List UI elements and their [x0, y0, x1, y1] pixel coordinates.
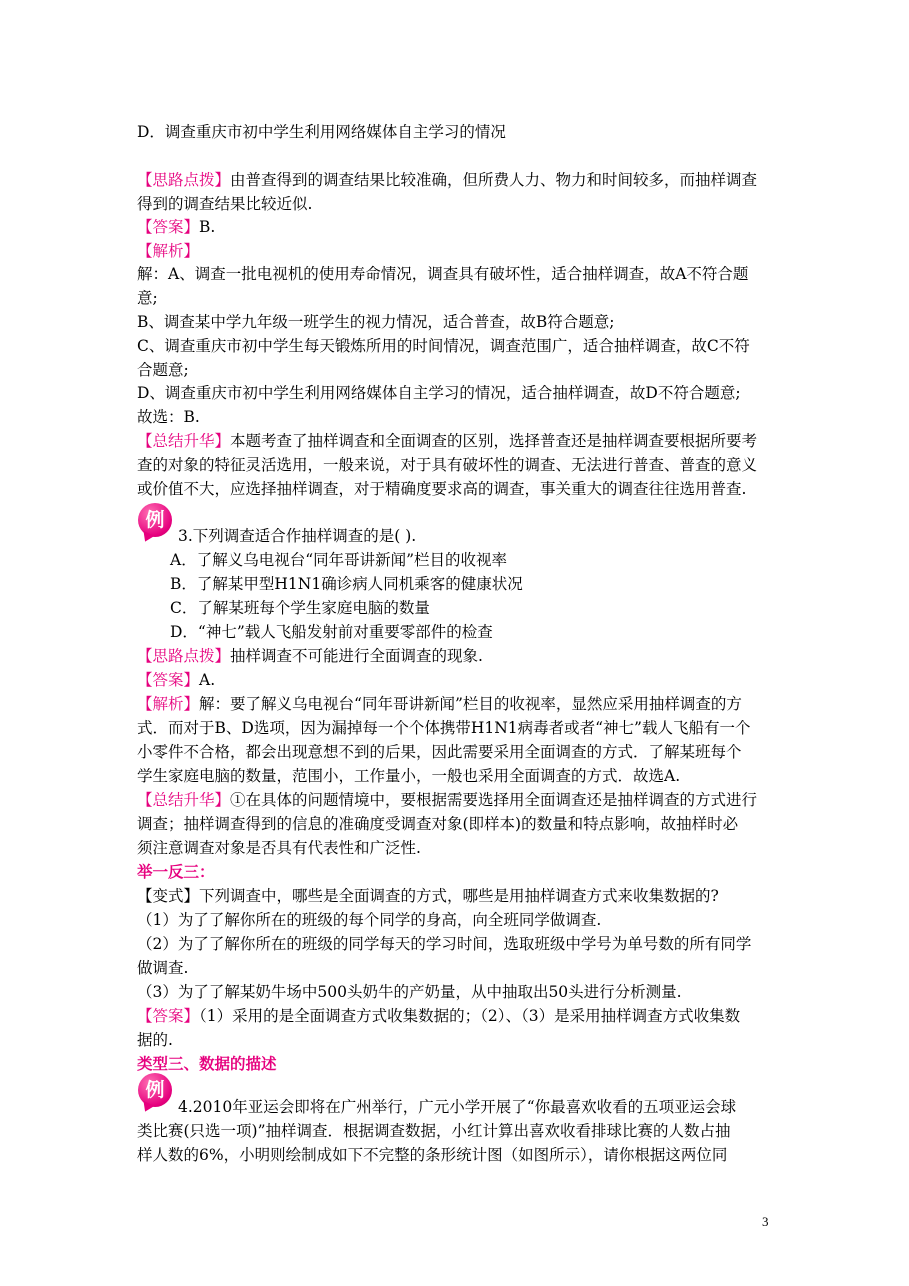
- hint-text-cont: 得到的调查结果比较近似.: [137, 195, 313, 213]
- option-item: B．了解某甲型H1N1确诊病人同机乘客的健康状况: [170, 575, 523, 593]
- summary-line: [137, 429, 757, 453]
- summary-text: ①在具体的问题情境中，要根据需要选择用全面调查还是抽样调查的方式进行: [230, 791, 758, 809]
- analysis-line: 意;: [137, 289, 158, 307]
- hint-line: [137, 644, 483, 668]
- option-item: C．了解某班每个学生家庭电脑的数量: [170, 599, 430, 617]
- hint-text: 由普查得到的调查结果比较准确，但所费人力、物力和时间较多，而抽样调查: [230, 171, 758, 189]
- variant-item: （3）为了了解某奶牛场中500头奶牛的产奶量，从中抽取出50头进行分析测量.: [137, 983, 682, 1001]
- analysis-tag: 【解析】: [137, 242, 200, 260]
- hint-tag: 【思路点拨】: [137, 647, 231, 665]
- analysis-line: C、调查重庆市初中学生每天锻炼所用的时间情况，调查范围广，适合抽样调查，故C不符: [137, 337, 750, 355]
- example4-text-cont: 样人数的6%，小明则绘制成如下不完整的条形统计图（如图所示），请你根据这两位同: [137, 1146, 728, 1164]
- example4-text-cont: 类比赛(只选一项)”抽样调查．根据调查数据，小红计算出喜欢收看排球比赛的人数占抽: [137, 1122, 731, 1140]
- summary-text-cont: 须注意调查对象是否具有代表性和广泛性.: [137, 839, 421, 857]
- variant-item: （2）为了了解你所在的班级的同学每天的学习时间，选取班级中学号为单号数的所有同学: [137, 935, 752, 953]
- hint-text: 抽样调查不可能进行全面调查的现象.: [230, 647, 483, 665]
- answer-text-cont: 据的.: [137, 1031, 173, 1049]
- analysis-line: 故选：B.: [137, 408, 200, 426]
- analysis-line: B、调查某中学九年级一班学生的视力情况，适合普查，故B符合题意;: [137, 313, 615, 331]
- analysis-tag: 【解析】: [137, 695, 200, 713]
- summary-tag: 【总结升华】: [137, 791, 231, 809]
- answer-line: [137, 215, 215, 239]
- answer-tag: 【答案】: [137, 218, 200, 236]
- section-heading: 举一反三：: [137, 862, 215, 881]
- hint-tag: 【思路点拨】: [137, 171, 231, 189]
- analysis-line: 合题意;: [137, 361, 189, 379]
- variant-tag: 【变式】: [137, 887, 200, 905]
- example-badge-icon: 例: [138, 503, 172, 537]
- summary-text-cont: 或价值不大，应选择抽样调查，对于精确度要求高的调查，事关重大的调查往往选用普查.: [137, 480, 747, 498]
- answer-line: [137, 668, 215, 692]
- analysis-line: D、调查重庆市初中学生利用网络媒体自主学习的情况，适合抽样调查，故D不符合题意;: [137, 384, 741, 402]
- answer-text: A.: [199, 671, 216, 689]
- analysis-text: 解：要了解义乌电视台“同年哥讲新闻”栏目的收视率，显然应采用抽样调查的方: [199, 695, 742, 713]
- variant-question: 下列调查中，哪些是全面调查的方式，哪些是用抽样调查方式来收集数据的?: [199, 887, 719, 905]
- option-item: A．了解义乌电视台“同年哥讲新闻”栏目的收视率: [170, 551, 508, 569]
- summary-tag: 【总结升华】: [137, 432, 231, 450]
- answer-text: B.: [199, 218, 216, 236]
- example4-text: 4.2010年亚运会即将在广州举行，广元小学开展了“你最喜欢收看的五项亚运会球: [178, 1098, 737, 1116]
- page-number: 3: [762, 1214, 769, 1229]
- analysis-text-cont: 学生家庭电脑的数量，范围小，工作量小，一般也采用全面调查的方式．故选A.: [137, 767, 681, 785]
- summary-text: 本题考查了抽样调查和全面调查的区别，选择普查还是抽样调查要根据所要考: [230, 432, 758, 450]
- example3-question: 3.下列调查适合作抽样调查的是( ).: [178, 527, 417, 545]
- answer-tag: 【答案】: [137, 671, 200, 689]
- variant-item: （1）为了了解你所在的班级的每个同学的身高，向全班同学做调查.: [137, 911, 602, 929]
- option-item: D．“神七”载人飞船发射前对重要零部件的检查: [170, 623, 493, 641]
- section-heading: 类型三、数据的描述: [137, 1054, 277, 1073]
- example-badge-icon: 例: [138, 1073, 172, 1107]
- summary-text-cont: 查的对象的特征灵活选用，一般来说，对于具有破坏性的调查、无法进行普查、普查的意义: [137, 456, 758, 474]
- variant-line: [137, 884, 719, 908]
- answer-text: （1）采用的是全面调查方式收集数据的；（2）、（3）是采用抽样调查方式收集数: [199, 1007, 741, 1025]
- analysis-text-cont: 式．而对于B、D选项，因为漏掉每一个个体携带H1N1病毒者或者“神七”载人飞船有一个: [137, 719, 751, 737]
- option-d-text: D．调查重庆市初中学生利用网络媒体自主学习的情况: [137, 123, 506, 141]
- answer-tag: 【答案】: [137, 1007, 200, 1025]
- analysis-text-cont: 小零件不合格，都会出现意想不到的后果，因此需要采用全面调查的方式．了解某班每个: [137, 743, 742, 761]
- summary-line: [137, 788, 757, 812]
- answer-line: [137, 1004, 740, 1028]
- analysis-line: [137, 692, 742, 716]
- analysis-line: 解：A、调查一批电视机的使用寿命情况，调查具有破坏性，适合抽样调查，故A不符合题: [137, 265, 749, 283]
- variant-item: 做调查.: [137, 959, 189, 977]
- summary-text-cont: 调查；抽样调查得到的信息的准确度受调查对象(即样本)的数量和特点影响，故抽样时必: [137, 815, 739, 833]
- hint-line: [137, 168, 757, 192]
